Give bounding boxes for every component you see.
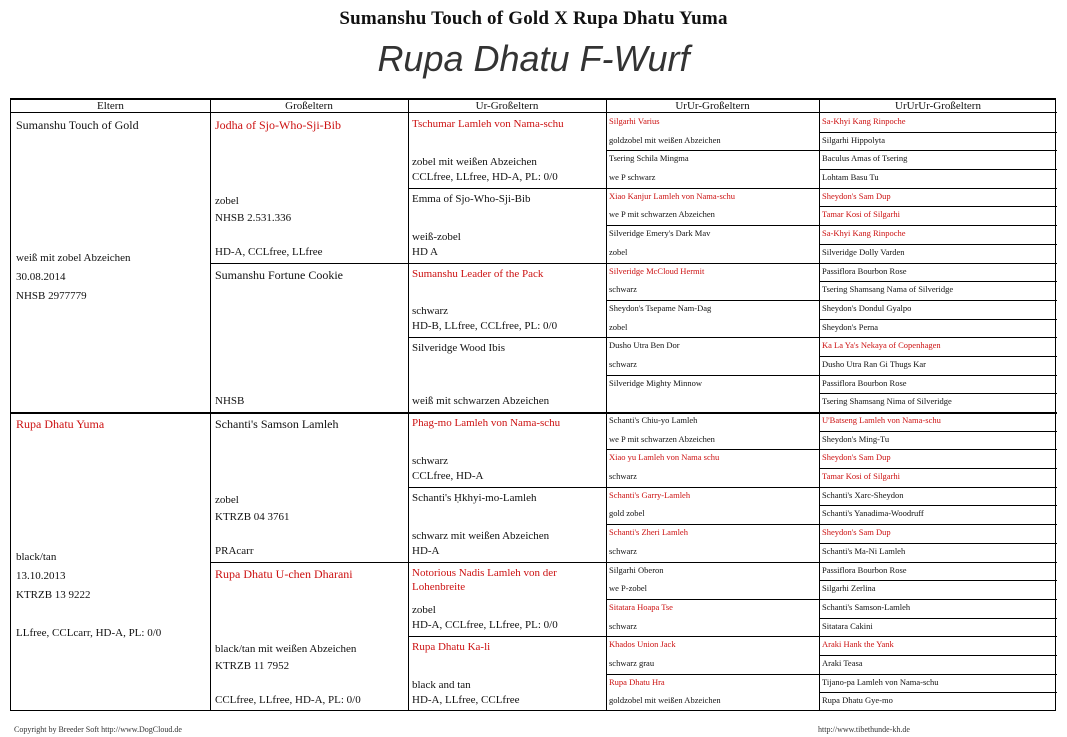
ggg-grandparent-name: Rupa Dhatu Gye-mo (822, 695, 893, 706)
great-grandparent-name: Phag-mo Lamleh von Nama-schu (412, 417, 561, 429)
great-grandparent-detail: schwarz mit weißen Abzeichen (412, 529, 550, 542)
row-divider (819, 655, 1057, 656)
ggg-grandparent-name: Tsering Shamsang Nama of Silveridge (822, 284, 954, 295)
gg-grandparent-name: Sitatara Hoapa Tse (609, 601, 673, 612)
gg-grandparent-name: Sheydon's Tsepame Nam-Dag (609, 302, 712, 313)
great-grandparent-detail: HD A (412, 245, 438, 258)
grandparent-detail: HD-A, CCLfree, LLfree (215, 245, 323, 258)
column-header: UrUr-Großeltern (606, 100, 819, 113)
column-header: UrUrUr-Großeltern (819, 100, 1057, 113)
great-grandparent-detail: HD-A, CCLfree, LLfree, PL: 0/0 (412, 619, 558, 632)
row-divider (819, 636, 1057, 637)
row-divider (819, 263, 1057, 264)
parent-name: Rupa Dhatu Yuma (16, 417, 105, 431)
great-grandparent-detail: zobel mit weißen Abzeichen (412, 155, 537, 168)
ggg-grandparent-name: Silgarhi Zerlina (822, 583, 876, 594)
great-grandparent-detail: HD-A, LLfree, CCLfree (412, 694, 520, 706)
grandparent-detail: NHSB 2.531.336 (215, 211, 292, 224)
great-grandparent-name: Sumanshu Leader of the Pack (412, 267, 544, 280)
gg-grandparent-name: Xiao Kanjur Lamleh von Nama-schu (609, 190, 736, 201)
ggg-grandparent-name: Sheydon's Sam Dup (822, 190, 891, 201)
great-grandparent-name: Silveridge Wood Ibis (412, 342, 506, 355)
gg-grandparent-detail: schwarz grau (609, 657, 655, 668)
gg-grandparent-detail: schwarz (609, 358, 637, 369)
row-divider (819, 132, 1057, 133)
gg-grandparent-detail: we P mit schwarzen Abzeichen (609, 209, 715, 220)
gg-grandparent-name: Schanti's Zheri Lamleh (609, 527, 688, 538)
grandparent-name: Schanti's Samson Lamleh (215, 417, 339, 431)
row-divider (819, 505, 1057, 506)
gg-grandparent-name: Rupa Dhatu Hra (609, 676, 665, 687)
gg-grandparent-name: Silgarhi Varius (609, 116, 660, 126)
ggg-grandparent-name: Sitatara Cakini (822, 620, 873, 631)
gg-grandparent-detail: we P schwarz (609, 172, 656, 183)
ggg-grandparent-name: Sheydon's Perna (822, 321, 879, 332)
column-divider (408, 100, 409, 710)
ggg-grandparent-name: Araki Teasa (822, 657, 863, 668)
footer-copyright: Copyright by Breeder Soft http://www.DogCloud.de (14, 725, 182, 734)
litter-parents-title: Sumanshu Touch of Gold X Rupa Dhatu Yuma (339, 8, 728, 29)
ggg-grandparent-name: Tsering Shamsang Nima of Silveridge (822, 396, 952, 407)
gg-grandparent-detail: zobel (609, 321, 628, 332)
ggg-grandparent-name: Schanti's Xarc-Sheydon (822, 489, 904, 500)
gg-grandparent-name: Silveridge Emery's Dark Mav (609, 228, 711, 239)
great-grandparent-name: Notorious Nadis Lamleh von der Lohenbreite (412, 566, 557, 593)
grandparent-name: Jodha of Sjo-Who-Sji-Bib (215, 118, 341, 132)
row-divider (819, 188, 1057, 189)
ggg-grandparent-name: Schanti's Ma-Ni Lamleh (822, 545, 906, 556)
gg-grandparent-detail: zobel (609, 246, 628, 257)
ggg-grandparent-name: Araki Hank the Yank (822, 639, 894, 650)
great-grandparent-name: Tschumar Lamleh von Nama-schu (412, 118, 564, 130)
ggg-grandparent-name: Dusho Utra Ran Gi Thugs Kar (822, 358, 926, 369)
row-divider (819, 599, 1057, 600)
ggg-grandparent-name: Tamar Kosi of Silgarhi (822, 471, 901, 482)
great-grandparent-detail: HD-B, LLfree, CCLfree, PL: 0/0 (412, 320, 558, 333)
row-divider (819, 524, 1057, 525)
ggg-grandparent-name: Passiflora Bourbon Rose (822, 265, 907, 276)
ggg-grandparent-name: Sheydon's Ming-Tu (822, 433, 890, 444)
great-grandparent-detail: HD-A (412, 544, 440, 557)
gg-grandparent-detail: schwarz (609, 545, 637, 556)
gg-grandparent-detail: we P-zobel (609, 583, 648, 594)
ggg-grandparent-name: Sheydon's Sam Dup (822, 452, 891, 463)
row-divider (819, 692, 1057, 693)
row-divider (819, 674, 1057, 675)
gg-grandparent-detail: we P mit schwarzen Abzeichen (609, 433, 715, 444)
gg-grandparent-name: Silgarhi Oberon (609, 564, 664, 575)
parent-detail: 13.10.2013 (16, 570, 66, 582)
great-grandparent-detail: schwarz (412, 305, 449, 318)
row-divider (819, 319, 1057, 320)
ggg-grandparent-name: Ka La Ya's Nekaya of Copenhagen (822, 340, 941, 351)
row-divider (819, 206, 1057, 207)
gg-grandparent-detail: gold zobel (609, 508, 645, 519)
ggg-grandparent-name: Tijano-pa Lamleh von Nama-schu (822, 676, 939, 687)
gg-grandparent-detail: schwarz (609, 284, 637, 295)
row-divider (819, 281, 1057, 282)
ggg-grandparent-name: Schanti's Samson-Lamleh (822, 601, 911, 612)
great-grandparent-detail: CCLfree, HD-A (412, 469, 484, 482)
gg-grandparent-name: Silveridge Mighty Minnow (609, 377, 703, 388)
great-grandparent-detail: weiß-zobel (412, 230, 461, 243)
ggg-grandparent-name: Lohtam Basu Tu (822, 172, 879, 183)
gg-grandparent-name: Schanti's Chiu-yo Lamleh (609, 415, 698, 425)
grandparent-name: Sumanshu Fortune Cookie (215, 267, 343, 282)
grandparent-detail: black/tan mit weißen Abzeichen (215, 643, 357, 655)
ggg-grandparent-name: Sheydon's Sam Dup (822, 527, 891, 538)
row-divider (819, 449, 1057, 450)
ggg-grandparent-name: Sa-Khyi Kang Rinpoche (822, 228, 906, 239)
parent-detail: NHSB 2977779 (16, 290, 87, 302)
row-divider (819, 150, 1057, 151)
parent-detail: black/tan (16, 551, 57, 563)
gg-grandparent-name: Tsering Schila Mingma (609, 153, 689, 164)
row-divider (819, 543, 1057, 544)
column-divider (210, 100, 211, 710)
row-divider (819, 393, 1057, 394)
row-divider (819, 487, 1057, 488)
gg-grandparent-name: Xiao yu Lamleh von Nama schu (609, 452, 720, 463)
parent-name: Sumanshu Touch of Gold (16, 118, 139, 132)
grandparent-detail: NHSB (215, 395, 245, 407)
parent-detail: KTRZB 13 9222 (16, 589, 91, 601)
ggg-grandparent-name: Baculus Amas of Tsering (822, 153, 908, 164)
footer-url: http://www.tibethunde-kh.de (818, 725, 910, 734)
row-divider (819, 618, 1057, 619)
ggg-grandparent-name: Sheydon's Dondul Gyalpo (822, 302, 912, 313)
row-divider (819, 468, 1057, 469)
ggg-grandparent-name: Passiflora Bourbon Rose (822, 564, 907, 575)
gg-grandparent-detail: goldzobel mit weißen Abzeichen (609, 695, 721, 706)
column-divider (606, 100, 607, 710)
gg-grandparent-name: Silveridge McCloud Hermit (609, 265, 705, 276)
row-divider (819, 169, 1057, 170)
row-divider (819, 300, 1057, 301)
litter-title: Rupa Dhatu F-Wurf (377, 38, 690, 79)
great-grandparent-detail: CCLfree, LLfree, HD-A, PL: 0/0 (412, 170, 558, 183)
ggg-grandparent-name: Silveridge Dolly Varden (822, 246, 905, 257)
great-grandparent-name: Emma of Sjo-Who-Sji-Bib (412, 192, 531, 205)
great-grandparent-name: Schanti's Ḥkhyi-mo-Lamleh (412, 491, 537, 504)
row-divider (819, 356, 1057, 357)
row-divider (819, 580, 1057, 581)
ggg-grandparent-name: Sa-Khyi Kang Rinpoche (822, 116, 906, 126)
gg-grandparent-name: Dusho Utra Ben Dor (609, 340, 680, 351)
grandparent-detail: PRAcarr (215, 544, 254, 557)
great-grandparent-name: Rupa Dhatu Ka-li (412, 641, 491, 654)
grandparent-detail: KTRZB 04 3761 (215, 510, 290, 523)
row-divider (819, 225, 1057, 226)
ggg-grandparent-name: Silgarhi Hippolyta (822, 134, 886, 145)
column-header: Ur-Großeltern (408, 100, 606, 113)
column-header: Großeltern (210, 100, 408, 113)
grandparent-detail: KTRZB 11 7952 (215, 660, 290, 672)
grandparent-detail: zobel (215, 194, 239, 207)
grandparent-detail: zobel (215, 493, 239, 506)
row-divider (819, 375, 1057, 376)
ggg-grandparent-name: Schanti's Yanadima-Woodruff (822, 508, 924, 519)
row-divider (819, 562, 1057, 563)
ggg-grandparent-name: Passiflora Bourbon Rose (822, 377, 907, 388)
gg-grandparent-name: Schanti's Garry-Lamleh (609, 489, 691, 500)
great-grandparent-detail: zobel (412, 604, 436, 617)
grandparent-name: Rupa Dhatu U-chen Dharani (215, 566, 353, 581)
grandparent-detail: CCLfree, LLfree, HD-A, PL: 0/0 (215, 694, 361, 706)
row-divider (819, 431, 1057, 432)
great-grandparent-detail: schwarz (412, 454, 449, 467)
ggg-grandparent-name: Tamar Kosi of Silgarhi (822, 209, 901, 220)
ggg-grandparent-name: U'Batseng Lamleh von Nama-schu (822, 415, 941, 425)
gg-grandparent-detail: goldzobel mit weißen Abzeichen (609, 134, 721, 145)
column-header: Eltern (11, 100, 210, 113)
gg-grandparent-detail: schwarz (609, 471, 637, 482)
row-divider (819, 412, 1057, 413)
great-grandparent-detail: black and tan (412, 679, 471, 691)
row-divider (819, 337, 1057, 338)
great-grandparent-detail: weiß mit schwarzen Abzeichen (412, 395, 550, 407)
pedigree-table (10, 98, 1056, 711)
gg-grandparent-detail: schwarz (609, 620, 637, 631)
parent-health: LLfree, CCLcarr, HD-A, PL: 0/0 (16, 627, 162, 639)
parent-detail: weiß mit zobel Abzeichen (16, 252, 131, 264)
gg-grandparent-name: Khados Union Jack (609, 639, 676, 650)
row-divider (819, 244, 1057, 245)
parent-detail: 30.08.2014 (16, 271, 66, 283)
